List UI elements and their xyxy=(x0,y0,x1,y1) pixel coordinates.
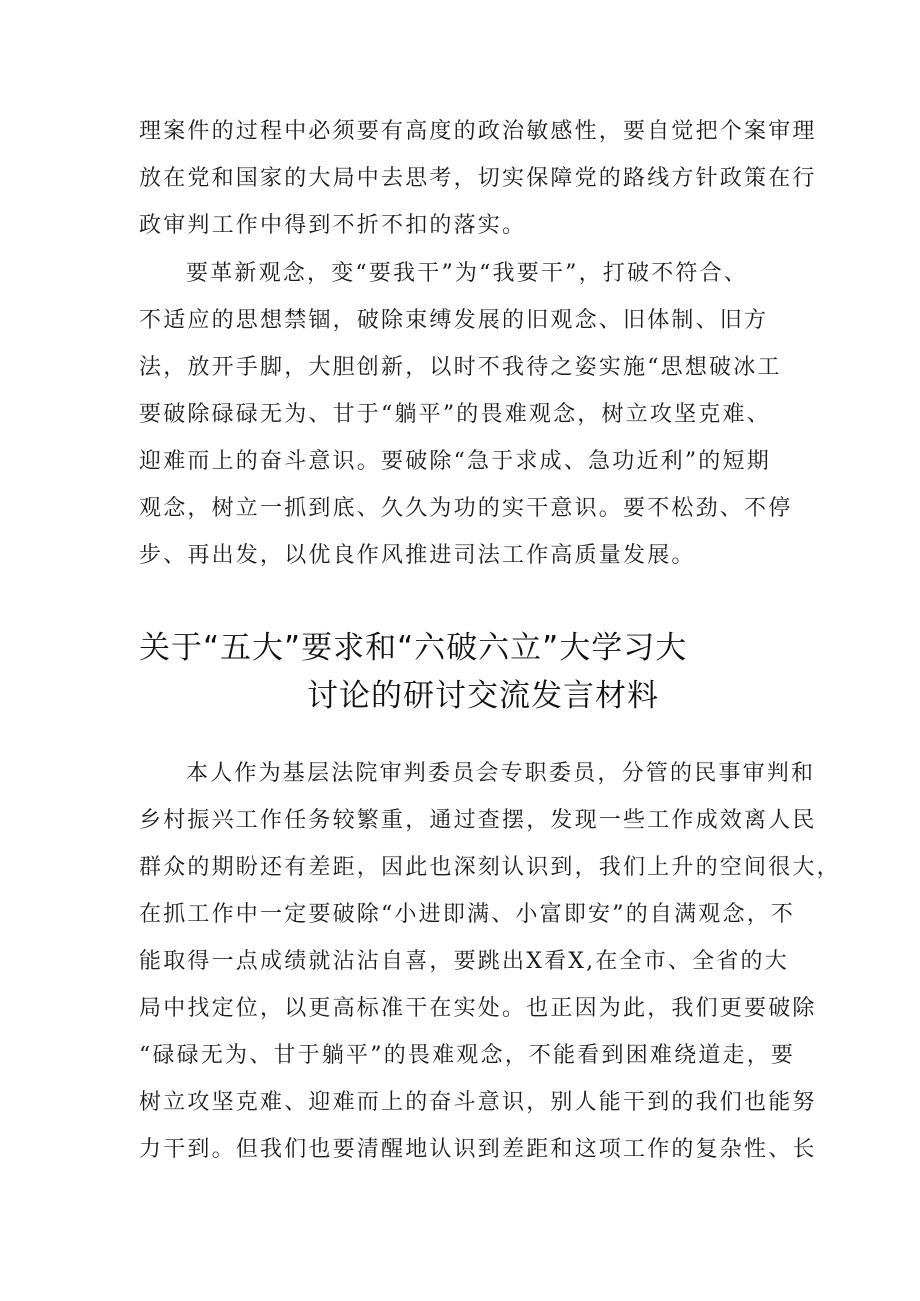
paragraph-line: 政审判工作中得到不折不扣的落实。 xyxy=(139,213,527,238)
paragraph-line: 树立攻坚克难、迎难而上的奋斗意识，别人能干到的我们也能努 xyxy=(139,1090,817,1115)
document-title-line-1: 关于“五大”要求和“六破六立”大学习大 xyxy=(139,630,688,666)
paragraph-line: 乡村振兴工作任务较繁重，通过查摆，发现一些工作成效离人民 xyxy=(139,808,817,833)
paragraph-line: 在抓工作中一定要破除“小进即满、小富即安”的自满观念，不 xyxy=(139,902,796,927)
paragraph-line: 群众的期盼还有差距，因此也深刻认识到，我们上升的空间很大， xyxy=(139,855,841,880)
paragraph-line: 步、再出发，以优良作风推进司法工作高质量发展。 xyxy=(139,543,696,568)
paragraph-line: 法，放开手脚，大胆创新，以时不我待之姿实施“思想破冰工 xyxy=(139,355,782,380)
paragraph-line: “碌碌无为、甘于躺平”的畏难观念，不能看到困难绕道走，要 xyxy=(139,1043,796,1068)
paragraph-line: 迎难而上的奋斗意识。要破除“急于求成、急功近利”的短期 xyxy=(139,449,771,474)
paragraph-line: 力干到。但我们也要清醒地认识到差距和这项工作的复杂性、长 xyxy=(139,1137,817,1162)
paragraph-line: 不适应的思想禁锢，破除束缚发展的旧观念、旧体制、旧方 xyxy=(139,308,769,333)
paragraph-line: 要破除碌碌无为、甘于“躺平”的畏难观念，树立攻坚克难、 xyxy=(139,402,771,427)
paragraph-line: 局中找定位，以更高标准干在实处。也正因为此，我们更要破除 xyxy=(139,996,817,1021)
paragraph-first-line: 本人作为基层法院审判委员会专职委员，分管的民事审判和 xyxy=(186,761,816,786)
paragraph-line: 观念，树立一抓到底、久久为功的实干意识。要不松劲、不停 xyxy=(139,496,793,521)
paragraph-line: 能取得一点成绩就沾沾自喜，要跳出X看X,在全市、全省的大 xyxy=(139,949,789,974)
document-title-line-2: 讨论的研讨交流发言材料 xyxy=(307,678,659,714)
paragraph-first-line: 要革新观念，变“要我干”为“我要干”，打破不符合、 xyxy=(186,261,748,286)
paragraph-line: 理案件的过程中必须要有高度的政治敏感性，要自觉把个案审理 xyxy=(139,119,817,144)
paragraph-line: 放在党和国家的大局中去思考，切实保障党的路线方针政策在行 xyxy=(139,166,817,191)
